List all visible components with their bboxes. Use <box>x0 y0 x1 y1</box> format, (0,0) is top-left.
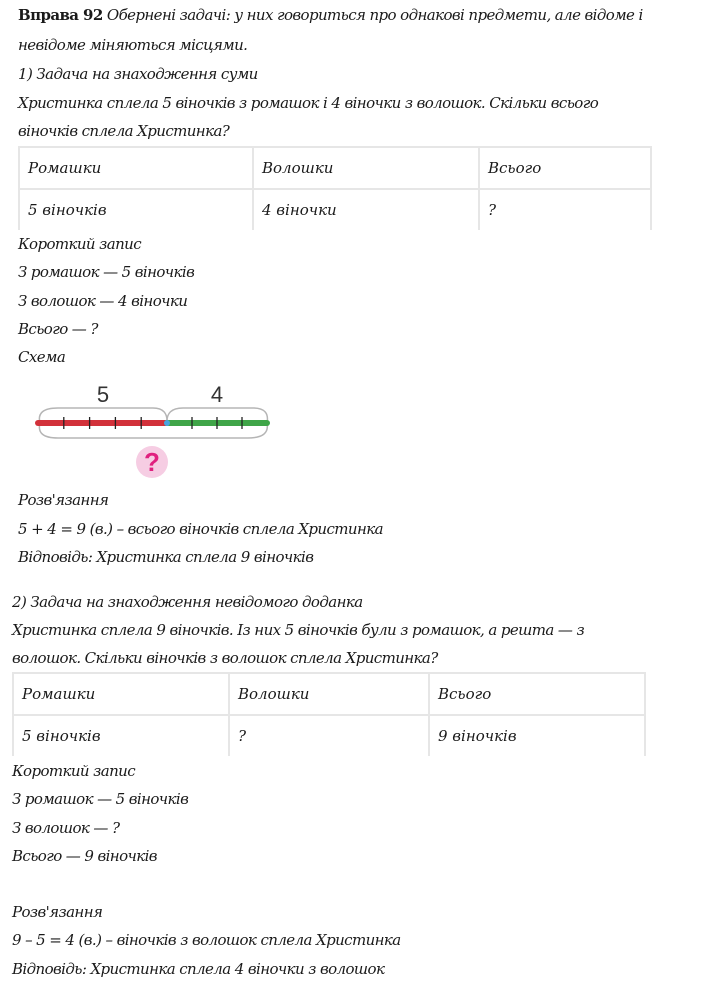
task2-short-line: З волошок — ? <box>12 819 120 837</box>
task2-problem-line1: Христинка сплела 9 віночків. Із них 5 віночків були з ромашок, а решта — з <box>12 621 585 639</box>
task2-title: 2) Задача на знаходження невідомого доданка <box>12 593 363 611</box>
task1-short-line: З ромашок — 5 віночків <box>18 263 195 281</box>
task1-title: 1) Задача на знаходження суми <box>18 65 258 83</box>
part1-label: 5 <box>96 382 110 407</box>
table-header-cell: Волошки <box>229 673 429 715</box>
task1-table <box>18 146 652 230</box>
task1-solution: 5 + 4 = 9 (в.) – всього віночків сплела Христинка <box>18 520 383 538</box>
part2-label: 4 <box>210 382 224 407</box>
intro-text-cont: невідоме міняються місцями. <box>18 36 248 54</box>
table-row <box>19 189 651 230</box>
task2-short-title: Короткий запис <box>12 762 135 780</box>
exercise-intro <box>18 6 643 24</box>
table-header-row <box>19 147 651 189</box>
table-header-row <box>13 673 645 715</box>
task1-short-line: Всього — ? <box>18 320 98 338</box>
table-header-cell: Ромашки <box>13 673 229 715</box>
table-header-cell: Волошки <box>253 147 479 189</box>
task1-answer: Відповідь: Христинка сплела 9 віночків <box>18 548 314 566</box>
table-cell: ? <box>479 189 651 230</box>
task1-problem-line1: Христинка сплела 5 віночків з ромашок і 4 віночки з волошок. Скільки всього <box>18 94 599 112</box>
table-cell: 4 віночки <box>253 189 479 230</box>
task2-answer: Відповідь: Христинка сплела 4 віночки з волошок <box>12 960 385 978</box>
table-header-cell: Всього <box>479 147 651 189</box>
task2-short-line: Всього — 9 віночків <box>12 847 157 865</box>
table-header-cell: Всього <box>429 673 645 715</box>
task2-table <box>12 672 646 756</box>
intro-text: Обернені задачі: у них говориться про однакові предмети, але відоме і <box>106 6 643 24</box>
table-cell: ? <box>229 715 429 756</box>
task1-scheme-title: Схема <box>18 348 66 366</box>
table-cell: 5 віночків <box>19 189 253 230</box>
exercise-label: Вправа 92 <box>18 6 103 24</box>
table-cell: 5 віночків <box>13 715 229 756</box>
task2-problem-line2: волошок. Скільки віночків з волошок сплела Христинка? <box>12 649 438 667</box>
task2-solution: 9 – 5 = 4 (в.) – віночків з волошок сплела Христинка <box>12 931 401 949</box>
task2-solution-title: Розв'язання <box>12 903 103 921</box>
task1-short-title: Короткий запис <box>18 235 141 253</box>
task1-short-line: З волошок — 4 віночки <box>18 292 188 310</box>
segment-joint <box>164 420 170 426</box>
task1-problem-line2: віночків сплела Христинка? <box>18 122 230 140</box>
table-cell: 9 віночків <box>429 715 645 756</box>
segment-scheme-diagram <box>28 378 278 483</box>
table-row <box>13 715 645 756</box>
task2-short-line: З ромашок — 5 віночків <box>12 790 189 808</box>
task1-solution-title: Розв'язання <box>18 491 109 509</box>
table-header-cell: Ромашки <box>19 147 253 189</box>
unknown-label: ? <box>144 447 160 477</box>
